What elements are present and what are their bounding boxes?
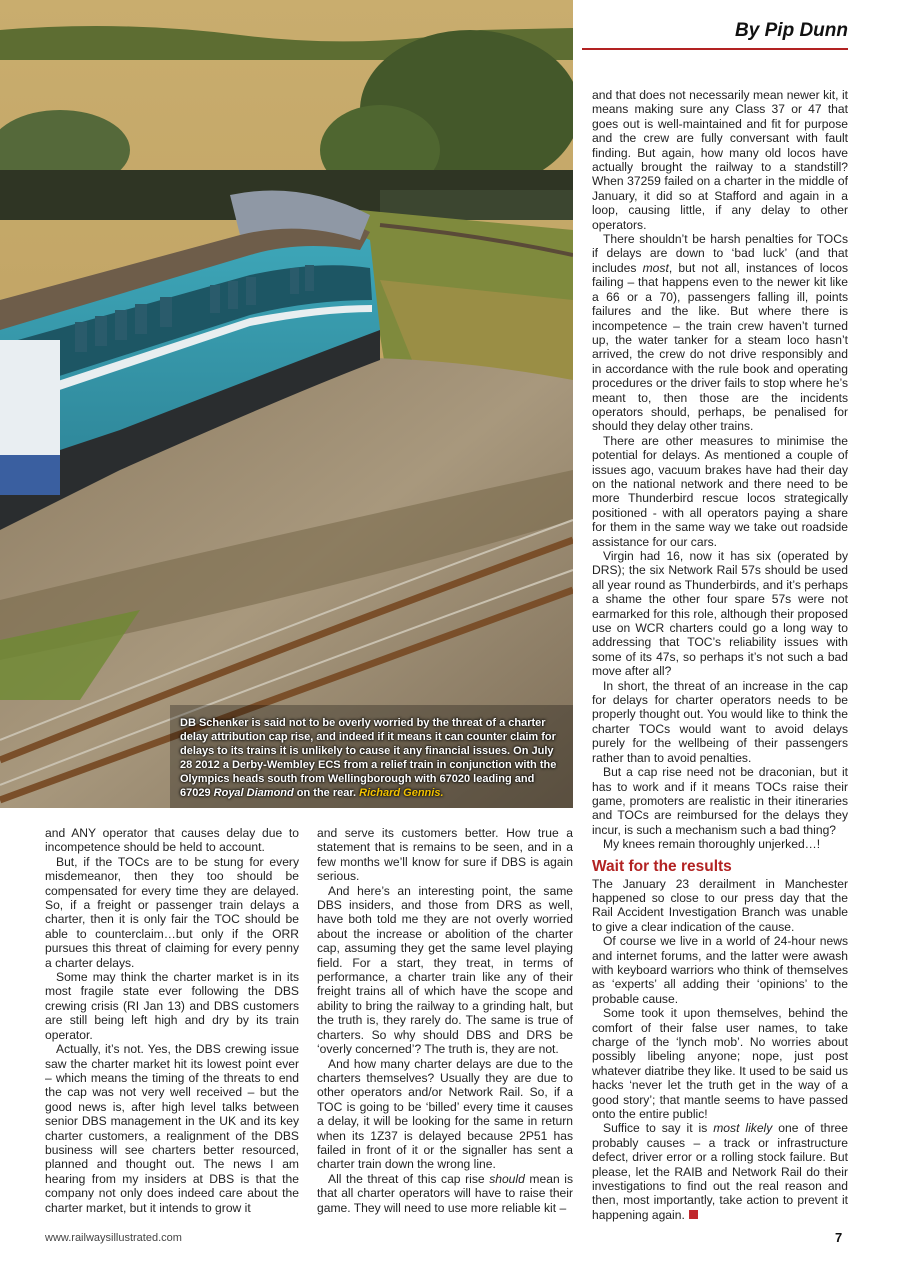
paragraph: and ANY operator that causes delay due to incompetence should be held to account. <box>45 826 299 855</box>
photo-caption <box>180 716 565 800</box>
column-2 <box>317 826 573 1215</box>
paragraph: And here’s an interesting point, the same DBS insiders, and those from DRS as well, have both told me they are not overly worried about the increase or abolition of the charter cap, assuming they get the same level playing field. For a start, they treat, in terms of performance, a charter train like any of their freight trains all of which have the scope and ability to bring the railway to a grinding halt, but the truth is, they rarely do. The same is true of charters. So why should DBS and DRS be ‘overly concerned’? The truth is, they are not. <box>317 883 573 1057</box>
photo-illustration <box>0 0 573 808</box>
text-run: , but not all, instances of locos failing – that happens even to the newer kit like a 66 or a 70), passengers falling ill, points failures and the like. But where there is incompetence – the train crew haven’t turned up, the water tanker for a steam loco hasn’t arrived, the crew do not drive responsibly and in accordance with the rule book and operating procedures or the driver fails to stop where he’s meant to, then those are the incidents operators should, perhaps, be penalised for should they delay other trains. <box>592 260 848 434</box>
paragraph: and that does not necessarily mean newer kit, it means making sure any Class 37 or 47 that goes out is well-maintained and fit for purpose and the crew are fully conversant with fault finding. But again, how many old locos have actually brought the railway to a standstill? When 37259 failed on a charter in the middle of January, it did so at Stafford and again in a loop, causing little, if any delay to other operators. <box>592 88 848 232</box>
text-run: one of three probably causes – a track or infrastructure defect, driver error or a rolling stock failure. But please, let the RAIB and Network Rail do their investigations to find out the real reason and then, most importantly, take action to prevent it happening again. <box>592 1121 848 1222</box>
paragraph <box>317 1172 573 1215</box>
paragraph <box>592 1121 848 1222</box>
caption-text-end: on the rear. <box>293 787 360 799</box>
text-run: mean is that all charter operators will have to raise their game. They will need to use more reliable kit – <box>317 1171 573 1215</box>
paragraph: The January 23 derailment in Manchester happened so close to our press day that the Rail Accident Investigation Branch was unable to give a clear indication of the cause. <box>592 876 848 934</box>
text-run: There shouldn’t be harsh penalties for TOCs if delays are down to ‘bad luck’ (and that includes <box>592 232 848 275</box>
paragraph: There are other measures to minimise the potential for delays. As mentioned a couple of issues ago, vacuum brakes have had their day on the national network and there need to be more Thunderbird rescue locos strategically positioned - with all operators paying a share for them in the same way we take out roadside assistance for our cars. <box>592 433 848 549</box>
paragraph: In short, the threat of an increase in the cap for delays for charter operators needs to be properly thought out. You would like to think the charter TOCs would want to avoid delays purely for the wellbeing of their passengers rather than to avoid penalties. <box>592 678 848 765</box>
caption-loco-name: Royal Diamond <box>213 787 294 799</box>
text-run: Suffice to say it is <box>603 1121 714 1136</box>
paragraph: Actually, it’s not. Yes, the DBS crewing issue saw the charter market hit its lowest point ever – which means the timing of the threats to end the cap was not very well received – but the good news is, after high level talks between senior DBS management in the UK and its key charter customers, a realignment of the DBS business will see charters better resourced, planned and thought out. The news I am hearing from my insiders at DBS is that the company not only does indeed care about the charter market, but it intends to grow it <box>45 1042 299 1215</box>
paragraph <box>592 232 848 434</box>
photo-credit: Richard Gennis. <box>359 787 444 799</box>
page-number: 7 <box>835 1230 843 1245</box>
emphasis: most likely <box>713 1121 773 1136</box>
emphasis: most <box>642 260 669 275</box>
paragraph: But, if the TOCs are to be stung for every misdemeanor, then they too should be compensated for every time they are delayed. So, if a freight or passenger train delays a charter, then it is only fair the TOC should be able to counterclaim…but only if the ORR pursues this threat of claiming for every penny a charter delays. <box>45 854 299 970</box>
paragraph: Virgin had 16, now it has six (operated by DRS); the six Network Rail 57s should be used all year round as Thunderbirds, and it’s perhaps a shame the other four spare 57s were not earmarked for this role, although their proposed use on WCR charters could go a long way to addressing that TOC’s reliability issues with some of its 47s, so perhaps it’s not such a bad move after all? <box>592 549 848 679</box>
column-3 <box>592 88 848 1222</box>
paragraph: My knees remain thoroughly unjerked…! <box>603 837 821 852</box>
caption-text: DB Schenker is said not to be overly worried by the threat of a charter delay attribution cap rise, and indeed if it means it can counter claim for delays to its trains it is unlikely to cause it any financial issues. On July 28 2012 a Derby-Wembley ECS from a relief train in conjunction with the Olympics heads south from Wellingborough with 67020 leading and 67029 <box>180 717 557 799</box>
paragraph: And how many charter delays are due to the charters themselves? Usually they are due to other operators and/or Network Rail. So, if a TOC is going to be ‘billed’ every time it causes a delay, it will be looking for the same in return when its 1Z37 is delayed because 2P51 has failed in front of it or the signaller has sent a charter train down the wrong line. <box>317 1056 573 1172</box>
section-heading: Wait for the results <box>592 857 732 875</box>
footer-url: www.railwaysillustrated.com <box>45 1232 182 1244</box>
paragraph: and serve its customers better. How true a statement that is remains to be seen, and in a few months we’ll know for sure if DBS is again serious. <box>317 826 573 884</box>
paragraph: Of course we live in a world of 24-hour news and internet forums, and the latter were awash with keyboard warriors who think of themselves as ‘experts’ all adding their ‘opinions’ to the probable cause. <box>592 934 848 1006</box>
train-photo <box>0 0 573 808</box>
paragraph: Some may think the charter market is in its most fragile state ever following the DBS crewing crisis (RI Jan 13) and DBS customers are still being left high and dry by its train operator. <box>45 970 299 1042</box>
paragraph: But a cap rise need not be draconian, but it has to work and if it means TOCs raise their game, promoters are realistic in their itineraries and TOCs are reimbursed for the delays they incur, is such a mechanism such a bad thing? <box>592 765 848 837</box>
paragraph: Some took it upon themselves, behind the comfort of their false user names, to take charge of the ‘lynch mob’. No worries about possibly libeling anyone; nope, just post whatever diatribe they like. It used to be said us hacks ‘never let the truth get in the way of a good story’; that mantle seems to have passed onto the entire public! <box>592 1006 848 1122</box>
end-mark-icon <box>689 1210 698 1219</box>
emphasis: should <box>489 1171 525 1186</box>
byline: By Pip Dunn <box>735 20 848 41</box>
byline-rule <box>582 48 848 50</box>
column-1 <box>45 826 299 1215</box>
text-run: All the threat of this cap rise <box>328 1171 490 1186</box>
